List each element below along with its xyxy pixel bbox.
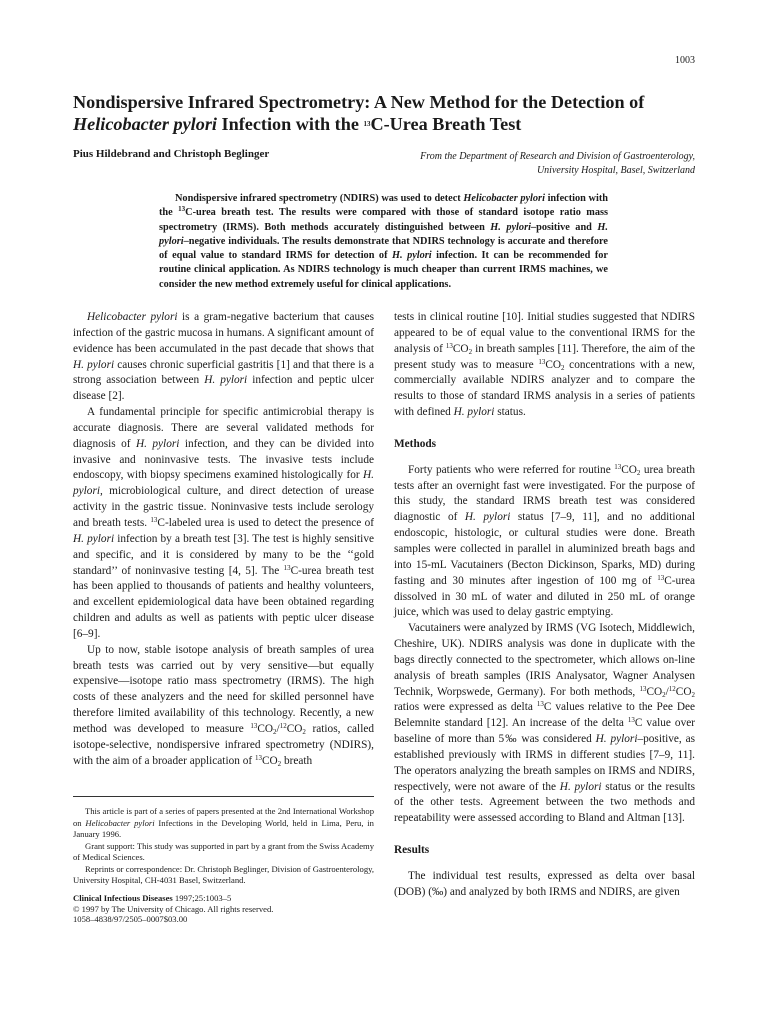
abstract: Nondispersive infrared spectrometry (NDIRS) was used to detect Helicobacter pylori infection with the $^{13}$C-urea breath test. The results were compared with those of standard isotope ratio mass spectrometry (IRMS). Both methods accurately distinguished between H. pylori–positive and H. pylori–negative individuals. The results demonstrate that NDIRS technology is accurate and therefore of equal value to standard IRMS for detection of H. pylori infection. It can be recommended for routine clinical application. As NDIRS technology is much cheaper than current IRMS machines, we consider the new method extremely useful for clinical applications. <box>159 193 608 290</box>
article-code: 1058–4838/97/2505–0007$03.00 <box>73 914 188 925</box>
left-column <box>73 310 374 769</box>
article-title: Nondispersive Infrared Spectrometry: A New Method for the Detection of Helicobacter pylori Infection with the $^{13}$C-Urea Breath Test <box>73 92 645 134</box>
journal-citation: Clinical Infectious Diseases 1997;25:1003–5 <box>73 893 232 903</box>
footnote: This article is part of a series of papers presented at the 2nd International Workshop on Helicobacter pylori Infections in the Developing World, held in Lima, Peru, in January 1996. <box>73 806 374 839</box>
footnote: Grant support: This study was supported in part by a grant from the Swiss Academy of Medical Sciences. <box>73 840 374 862</box>
footnote: Reprints or correspondence: Dr. Christoph Beglinger, Division of Gastroenterology, University Hospital, CH-4031 Basel, Switzerland. <box>73 863 374 885</box>
body-paragraph: A fundamental principle for specific antimicrobial therapy is accurate diagnosis. There are several validated methods for diagnosis of H. pylori infection, and they can be divided into invasive and noninvasive tests. The invasive tests include endoscopy, with biopsy specimens examined histologically for H. pylori, microbiological culture, and direct detection of urease activity in the gastric tissue. Noninvasive tests include serology and breath tests. $^{13}$C-labeled urea is used to detect the presence of H. pylori infection by a breath test [3]. The test is highly sensitive and specific, and it is considered by many to be the ‘‘gold standard’’ of noninvasive testing [4, 5]. The $^{13}$C-urea breath test has been applied to thousands of patients and healthy volunteers, and excellent epidemiological data have been obtained regarding children and adults as well as patients with peptic ulcer disease [6–9]. <box>73 406 375 640</box>
affiliation: From the Department of Research and Division of Gastroenterology, University Hospital, Basel, Switzerland <box>420 151 695 176</box>
page-number: 1003 <box>675 55 695 66</box>
copyright-line: © 1997 by The University of Chicago. All rights reserved. <box>73 903 274 914</box>
body-paragraph: tests in clinical routine [10]. Initial studies suggested that NDIRS appeared to be of equal value to the conventional IRMS for the analysis of $^{13}CO_2$ in breath samples [11]. Therefore, the aim of the present study was to measure $^{13}CO_2$ concentrations with a new, commercially available NDIRS analyzer and to compare the results to those of standard IRMS analysis in a series of patients with defined H. pylori status. <box>394 311 695 419</box>
body-paragraph: Vacutainers were analyzed by IRMS (VG Isotech, Middlewich, Cheshire, UK). NDIRS analysis was done in duplicate with the bags directly connected to the spectrometer, which allows on-line analysis of breath samples (IRIS Analysator, Wagner Analysen Technik, Worpswede, Germany). For both methods, $^{13}CO_2/^{12}CO_2$ ratios were expressed as delta $^{13}$C values relative to the Pee Dee Belemnite standard [12]. An increase of the delta $^{13}$C value over baseline of more than 5‰ was considered H. pylori–positive, as established previously with IRMS in different studies [7–9, 11]. The operators analyzing the breath samples on IRMS and NDIRS, respectively, were not aware of the H. pylori status or the results of the other tests. Agreement between the two methods and repeatability were assessed according to Bland and Altman [13]. <box>394 622 696 825</box>
section-heading-methods: Methods <box>394 437 437 450</box>
citation-block <box>73 893 374 925</box>
body-paragraph: Helicobacter pylori is a gram-negative bacterium that causes infection of the gastric mucosa in humans. A significant amount of evidence has been accumulated in the past decade that shows that H. pylori causes chronic superficial gastritis [1] and that there is a strong association between H. pylori infection and peptic ulcer disease [2]. <box>73 311 374 403</box>
footnotes <box>73 806 374 887</box>
body-paragraph: Up to now, stable isotope analysis of breath samples of urea breath tests was carried out by very sensitive—but equally expensive—isotope ratio mass spectrometry (IRMS). The high costs of these analyzers and the need for skilled personnel have therefore limited availability of this technology. Recently, a new method was developed to measure $^{13}CO_2/^{12}CO_2$ ratios, called isotope-selective, nondispersive infrared spectrometry (NDIRS), with the aim of a broader application of $^{13}CO_2$ breath <box>73 643 374 768</box>
right-column <box>394 310 695 901</box>
section-heading-results: Results <box>394 844 430 857</box>
authors: Pius Hildebrand and Christoph Beglinger <box>73 148 270 160</box>
body-paragraph: Forty patients who were referred for routine $^{13}CO_2$ urea breath tests after an overnight fast were investigated. For the purpose of this study, the standard IRMS breath test was considered diagnostic of H. pylori status [7–9, 11], and no additional endoscopic, histologic, or cultural studies were done. Breath samples were collected in parallel in aluminized breath bags and into 15-mL Vacutainers (Becton Dickinson, Sparks, MD) during fasting and 30 minutes after ingestion of 100 mg of $^{13}$C-urea dissolved in 30 mL of water and diluted in 250 mL of orange juice, which was used to delay gastric emptying. <box>394 462 695 619</box>
footnote-divider <box>73 796 374 797</box>
body-paragraph: The individual test results, expressed as delta over basal (DOB) (‰) and analyzed by both IRMS and NDIRS, are given <box>394 870 695 898</box>
